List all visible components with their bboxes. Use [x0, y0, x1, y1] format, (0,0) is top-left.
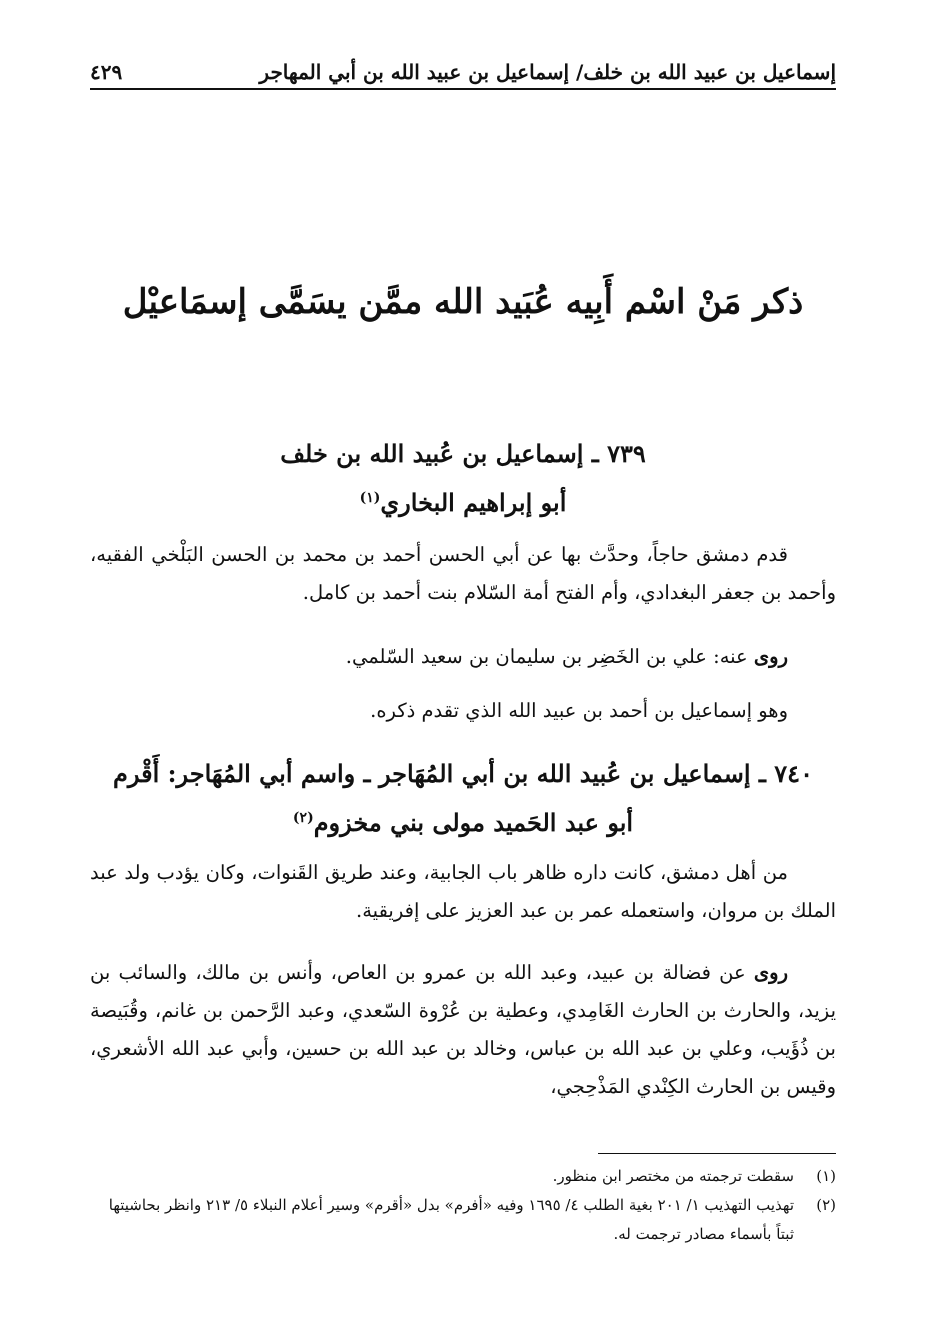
entry-740-kunya: أبو عبد الحَميد مولى بني مخزوم [313, 808, 634, 837]
footnote-text: سقطت ترجمته من مختصر ابن منظور. [552, 1167, 794, 1185]
footnote-divider [598, 1153, 836, 1154]
entry-740-paragraph-2 [90, 954, 836, 1106]
entry-739-heading [90, 432, 836, 525]
entry-740-heading-line2 [90, 796, 836, 845]
page-number: ٤٢٩ [90, 60, 123, 84]
footnote-number: (١) [816, 1167, 836, 1185]
entry-739-paragraph-1: قدم دمشق حاجاً، وحدَّث بها عن أبي الحسن أحمد بن محمد بن الحسن البَلْخي الفقيه، وأحمد بن جعفر البغدادي، وأم الفتح أمة السّلام بنت أحمد بن كامل. [90, 543, 836, 604]
footnote-item [90, 1162, 836, 1191]
footnote-ref-1: (١) [359, 490, 381, 506]
entry-740-riwaya-text: عن فضالة بن عبيد، وعبد الله بن عمرو بن العاص، وأنس بن مالك، والسائب بن يزيد، والحارث بن الحارث الغَامِدي، وعطية بن عُرْوة السّعدي، وعبد الرَّحمن بن غانم، وقُبَيصة بن ذُؤَيب، وعلي بن عبد الله بن عباس، وخالد بن عبد الله بن حسين، وأبي عبد الله الأشعري، وقيس بن الحارث الكِنْدي المَذْحِجي، [90, 961, 836, 1098]
entry-739-paragraph-3: وهو إسماعيل بن أحمد بن عبيد الله الذي تقدم ذكره. [370, 699, 788, 722]
footnote-ref-2: (٢) [292, 810, 314, 826]
running-header [90, 50, 836, 90]
entry-739-heading-line2 [90, 476, 836, 525]
footnote-text: تهذيب التهذيب ١/ ٢٠١ بغية الطلب ٤/ ١٦٩٥ وفيه «أفرم» بدل «أقرم» وسير أعلام النبلاء ٥/ ٢١٣ وانظر بحاشيتها ثبتاً بأسماء مصادر ترجمت له. [108, 1196, 794, 1243]
entry-740-heading-line1: ٧٤٠ ـ إسماعيل بن عُبيد الله بن أبي المُهَاجر ـ واسم أبي المُهَاجر: أَقْرم [113, 759, 813, 788]
entry-740-heading [90, 752, 836, 845]
entry-739-heading-line1: ٧٣٩ ـ إسماعيل بن عُبيد الله بن خلف [280, 439, 646, 468]
entry-739-paragraph-2 [90, 638, 836, 676]
entry-739-kunya: أبو إبراهيم البخاري [380, 488, 567, 517]
entry-739-riwaya-text: عنه: علي بن الخَضِر بن سليمان بن سعيد السّلمي. [345, 645, 754, 668]
running-title: إسماعيل بن عبيد الله بن خلف/ إسماعيل بن عبيد الله بن أبي المهاجر [259, 60, 836, 84]
section-title: ذكر مَنْ اسْم أَبِيه عُبَيد الله ممَّن يسَمَّى إسمَاعيْل [122, 282, 804, 322]
entry-740-riwaya-lead: روى [753, 961, 788, 984]
footnote-number: (٢) [816, 1196, 836, 1214]
footnote-item [90, 1191, 836, 1249]
footnotes [90, 1162, 836, 1249]
entry-740-paragraph-1: من أهل دمشق، كانت داره ظاهر باب الجابية، وعند طريق القَنوات، وكان يؤدب ولد عبد الملك بن مروان، واستعمله عمر بن عبد العزيز على إفريقية. [90, 861, 836, 922]
entry-739-riwaya-lead: روى [753, 645, 788, 668]
